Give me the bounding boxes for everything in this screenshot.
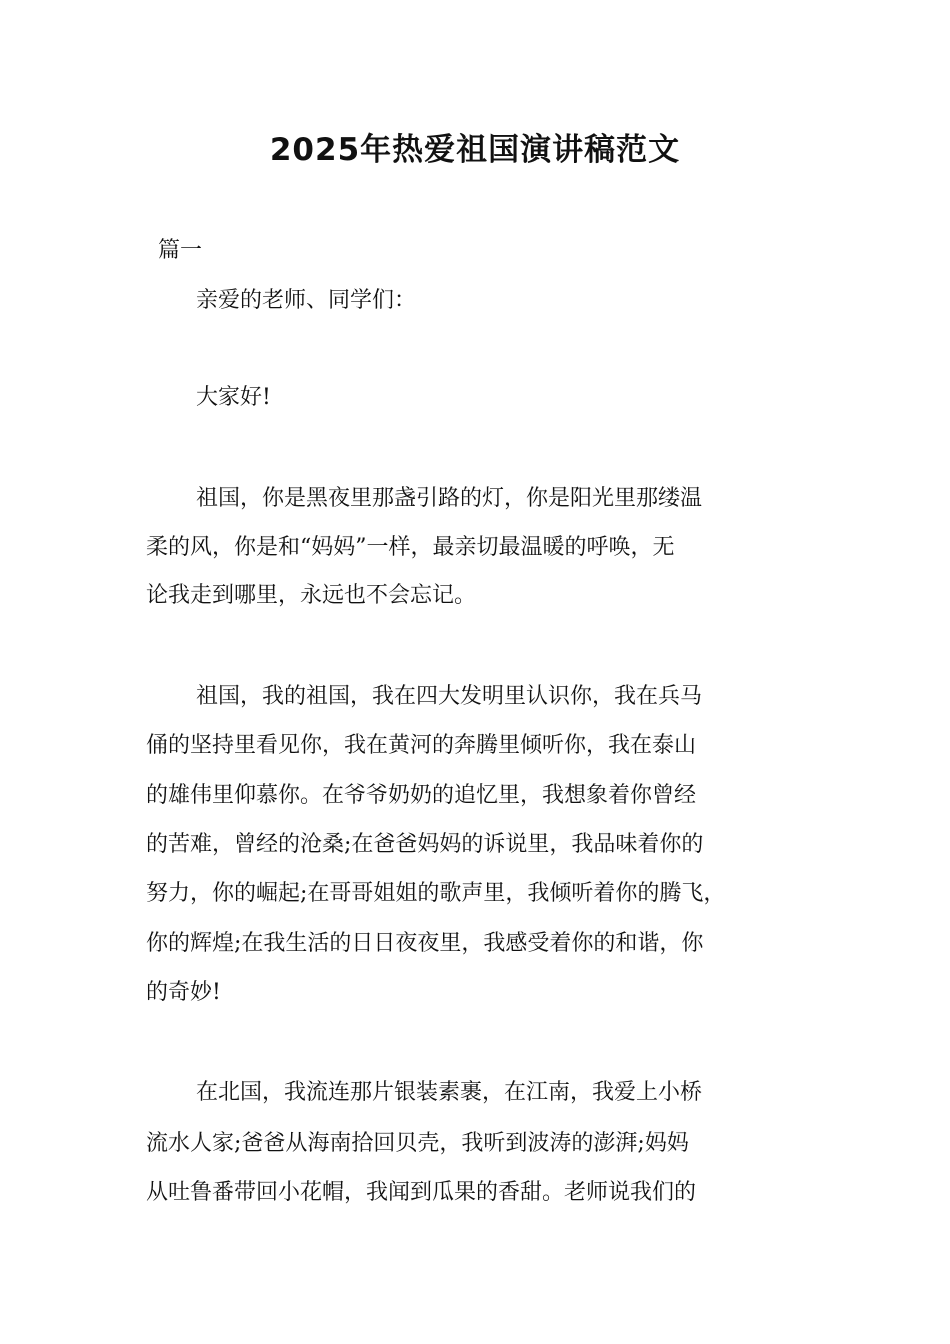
paragraph-line: 论我走到哪里，永远也不会忘记。: [146, 583, 477, 608]
hello-line: 大家好!: [196, 385, 271, 410]
paragraph-line: 的苦难，曾经的沧桑;在爸爸妈妈的诉说里，我品味着你的: [146, 832, 704, 857]
paragraph-line: 祖国，我的祖国，我在四大发明里认识你，我在兵马: [196, 684, 703, 709]
paragraph-line: 你的辉煌;在我生活的日日夜夜里，我感受着你的和谐，你: [146, 931, 704, 956]
paragraph-line: 的雄伟里仰慕你。在爷爷奶奶的追忆里，我想象着你曾经: [146, 783, 697, 808]
paragraph-line: 的奇妙!: [146, 980, 221, 1005]
paragraph-line: 努力，你的崛起;在哥哥姐姐的歌声里，我倾听着你的腾飞，: [146, 881, 726, 906]
section-label: 篇一: [158, 238, 203, 263]
greeting-line: 亲爱的老师、同学们：: [196, 288, 417, 313]
paragraph-line: 从吐鲁番带回小花帽，我闻到瓜果的香甜。老师说我们的: [146, 1180, 697, 1205]
paragraph-line: 流水人家;爸爸从海南拾回贝壳，我听到波涛的澎湃;妈妈: [146, 1131, 689, 1156]
paragraph-line: 祖国，你是黑夜里那盏引路的灯，你是阳光里那缕温: [196, 486, 703, 511]
document-title: 2025年热爱祖国演讲稿范文: [269, 132, 681, 168]
paragraph-line: 柔的风，你是和“妈妈”一样，最亲切最温暖的呼唤，无: [146, 535, 675, 560]
paragraph-line: 在北国，我流连那片银装素裹，在江南，我爱上小桥: [196, 1080, 703, 1105]
paragraph-line: 俑的坚持里看见你，我在黄河的奔腾里倾听你，我在泰山: [146, 733, 697, 758]
